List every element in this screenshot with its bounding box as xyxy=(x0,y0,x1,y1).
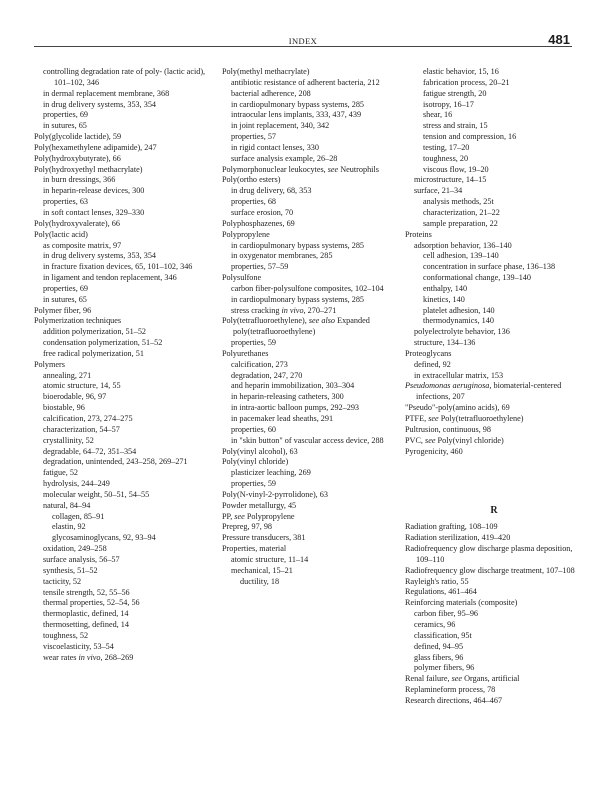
index-subentry: ductility, 18 xyxy=(240,576,280,586)
index-entry: Pyrogenicity, 460 xyxy=(405,446,463,456)
index-subentry: calcification, 273, 274–275 xyxy=(43,414,133,423)
index-entry: Polyphosphazenes, 69 xyxy=(222,218,295,228)
index-entry: Regulations, 461–464 xyxy=(405,587,477,597)
index-entry: Radiofrequency glow discharge treatment, 107–108 xyxy=(405,565,575,575)
index-subentry: in dermal replacement membrane, 368 xyxy=(43,88,170,98)
index-subentry: as composite matrix, 97 xyxy=(43,240,122,250)
index-subentry: wear rates in vivo, 268–269 xyxy=(43,652,134,662)
index-subentry: controlling degradation rate of poly- (lactic acid), 101–102, 346 xyxy=(43,67,206,87)
index-subentry: properties, 57 xyxy=(231,132,277,142)
index-subentry: in ligament and tendon replacement, 346 xyxy=(43,273,177,283)
index-subentry: glass fibers, 96 xyxy=(414,652,464,662)
index-subentry: properties, 59 xyxy=(231,338,277,348)
index-subentry: carbon fiber-polysulfone composites, 102–104 xyxy=(231,283,384,293)
index-subentry: conformational change, 139–140 xyxy=(423,273,531,283)
index-subentry: viscous flow, 19–20 xyxy=(423,164,489,174)
index-entry: Properties, material xyxy=(222,544,287,554)
index-column-3 xyxy=(405,67,583,707)
index-subentry: bioerodable, 96, 97 xyxy=(43,392,107,402)
index-subentry: properties, 59 xyxy=(231,479,277,489)
index-subentry: characterization, 54–57 xyxy=(43,424,120,434)
index-subentry: stress cracking in vivo, 270–271 xyxy=(231,305,337,315)
index-subentry: sample preparation, 22 xyxy=(423,218,498,228)
index-entry: Radiofrequency glow discharge plasma deposition, 109–110 xyxy=(405,544,573,564)
index-entry: Polymorphonuclear leukocytes, see Neutrophils xyxy=(222,164,379,174)
index-subentry: glycosaminoglycans, 92, 93–94 xyxy=(52,533,156,543)
index-entry: Poly(N-vinyl-2-pyrrolidone), 63 xyxy=(222,489,328,499)
index-subentry: tacticity, 52 xyxy=(43,576,82,586)
index-entry: Reinforcing materials (composite) xyxy=(405,598,518,608)
index-subentry: plasticizer leaching, 269 xyxy=(231,468,311,478)
index-entry: Poly(vinyl alcohol), 63 xyxy=(222,446,298,456)
index-entry: Poly(hydroxybutyrate), 66 xyxy=(34,153,121,163)
index-subentry: in cardiopulmonary bypass systems, 285 xyxy=(231,99,365,109)
index-subentry: stress and strain, 15 xyxy=(423,121,488,131)
index-entry: Polyurethanes xyxy=(222,348,269,358)
index-subentry: properties, 57–59 xyxy=(231,262,289,272)
index-subentry: in joint replacement, 340, 342 xyxy=(231,121,330,131)
index-subentry: viscoelasticity, 53–54 xyxy=(43,641,114,651)
index-entry: Research directions, 464–467 xyxy=(405,695,503,705)
index-subentry: isotropy, 16–17 xyxy=(423,99,474,109)
index-entry: Pultrusion, continuous, 98 xyxy=(405,424,491,434)
index-subentry: in fracture fixation devices, 65, 101–102, 346 xyxy=(43,262,193,272)
index-subentry: toughness, 20 xyxy=(423,153,469,163)
index-entry: Proteoglycans xyxy=(405,348,452,358)
index-subentry: synthesis, 51–52 xyxy=(43,565,98,575)
index-subentry: crystallinity, 52 xyxy=(43,435,94,445)
index-entry: Prepreg, 97, 98 xyxy=(222,522,273,532)
section-letter: R xyxy=(490,505,498,517)
index-entry: Polymer fiber, 96 xyxy=(34,305,92,315)
index-subentry: structure, 134–136 xyxy=(414,338,476,348)
index-entry: Poly(glycolide lactide), 59 xyxy=(34,132,122,142)
index-subentry: in cardiopulmonary bypass systems, 285 xyxy=(231,294,365,304)
index-subentry: intraocular lens implants, 333, 437, 439 xyxy=(231,110,362,120)
index-subentry: in "skin button" of vascular access device, 288 xyxy=(231,435,384,445)
index-subentry: in pacemaker lead sheaths, 291 xyxy=(231,414,334,423)
index-subentry: in burn dressings, 366 xyxy=(43,175,116,185)
index-subentry: bacterial adherence, 208 xyxy=(231,88,311,98)
index-entry: Pseudomonas aeruginosa, biomaterial-centered infections, 207 xyxy=(405,381,562,402)
index-subentry: fabrication process, 20–21 xyxy=(423,77,510,87)
index-subentry: degradation, unintended, 243–258, 269–271 xyxy=(43,457,188,467)
index-entry: Poly(lactic acid) xyxy=(34,229,88,239)
index-subentry: annealing, 271 xyxy=(43,370,92,380)
index-subentry: mechanical, 15–21 xyxy=(231,565,293,575)
index-subentry: properties, 63 xyxy=(43,197,89,207)
index-subentry: characterization, 21–22 xyxy=(423,207,500,217)
index-subentry: in rigid contact lenses, 330 xyxy=(231,142,319,152)
index-column-2 xyxy=(222,67,400,588)
index-subentry: concentration in surface phase, 136–138 xyxy=(423,262,556,272)
index-subentry: in sutures, 65 xyxy=(43,294,87,304)
index-subentry: platelet adhesion, 140 xyxy=(423,305,495,315)
index-subentry: in heparin-releasing catheters, 300 xyxy=(231,392,344,402)
index-entry: Powder metallurgy, 45 xyxy=(222,500,297,510)
index-subentry: in drug delivery systems, 353, 354 xyxy=(43,251,157,261)
index-subentry: elastic behavior, 15, 16 xyxy=(423,67,499,76)
running-title: INDEX xyxy=(288,36,318,46)
index-subentry: antibiotic resistance of adherent bacteria, 212 xyxy=(231,77,380,87)
index-subentry: classification, 95t xyxy=(414,630,472,640)
index-subentry: addition polymerization, 51–52 xyxy=(43,327,147,337)
index-subentry: surface, 21–34 xyxy=(414,186,463,196)
index-entry: Poly(tetrafluoroethylene), see also Expanded poly(tetrafluoroethylene) xyxy=(222,316,370,337)
index-entry: Poly(vinyl chloride) xyxy=(222,457,289,467)
index-entry: PTFE, see Poly(tetrafluoroethylene) xyxy=(405,414,524,423)
index-subentry: adsorption behavior, 136–140 xyxy=(414,240,512,250)
index-subentry: in extracellular matrix, 153 xyxy=(414,370,504,380)
index-subentry: surface analysis example, 26–28 xyxy=(231,153,338,163)
index-entry: Polypropylene xyxy=(222,229,270,239)
index-subentry: oxidation, 249–258 xyxy=(43,544,107,554)
index-subentry: in heparin-release devices, 300 xyxy=(43,186,145,196)
index-subentry: analysis methods, 25t xyxy=(423,197,494,207)
index-subentry: testing, 17–20 xyxy=(423,142,470,152)
index-subentry: natural, 84–94 xyxy=(43,500,91,510)
index-subentry: properties, 69 xyxy=(43,110,89,120)
index-entry: Rayleigh's ratio, 55 xyxy=(405,576,469,586)
index-subentry: fatigue strength, 20 xyxy=(423,88,487,98)
index-subentry: in sutures, 65 xyxy=(43,121,87,131)
index-subentry: and heparin immobilization, 303–304 xyxy=(231,381,355,391)
index-entry: Pressure transducers, 381 xyxy=(222,533,306,543)
index-subentry: polyelectrolyte behavior, 136 xyxy=(414,327,510,337)
index-subentry: in cardiopulmonary bypass systems, 285 xyxy=(231,240,365,250)
index-subentry: fatigue, 52 xyxy=(43,468,79,478)
index-entry: Poly(hexamethylene adipamide), 247 xyxy=(34,142,157,152)
index-subentry: defined, 92 xyxy=(414,359,451,369)
index-subentry: shear, 16 xyxy=(423,110,453,120)
index-subentry: kinetics, 140 xyxy=(423,294,465,304)
index-subentry: degradable, 64–72, 351–354 xyxy=(43,446,137,456)
index-entry: Renal failure, see Organs, artificial xyxy=(405,674,520,684)
index-subentry: properties, 69 xyxy=(43,283,89,293)
index-entry: Replamineform process, 78 xyxy=(405,685,496,695)
index-subentry: tensile strength, 52, 55–56 xyxy=(43,587,130,597)
index-entry: PVC, see Poly(vinyl chloride) xyxy=(405,435,504,445)
index-entry: Radiation sterilization, 419–420 xyxy=(405,533,511,543)
index-subentry: properties, 60 xyxy=(231,424,277,434)
index-subentry: free radical polymerization, 51 xyxy=(43,348,144,358)
index-entry: "Pseudo"-poly(amino acids), 69 xyxy=(405,403,510,413)
index-subentry: toughness, 52 xyxy=(43,630,89,640)
index-subentry: in drug delivery, 68, 353 xyxy=(231,186,312,196)
index-entry: Polymers xyxy=(34,359,65,369)
page-header xyxy=(0,0,606,60)
index-subentry: thermoplastic, defined, 14 xyxy=(43,609,129,619)
index-subentry: carbon fiber, 95–96 xyxy=(414,609,479,619)
index-subentry: calcification, 273 xyxy=(231,359,288,369)
index-entry: Poly(methyl methacrylate) xyxy=(222,67,310,76)
index-subentry: defined, 94–95 xyxy=(414,641,464,651)
index-subentry: cell adhesion, 139–140 xyxy=(423,251,499,261)
index-subentry: atomic structure, 11–14 xyxy=(231,554,309,564)
index-subentry: ceramics, 96 xyxy=(414,619,456,629)
index-subentry: in drug delivery systems, 353, 354 xyxy=(43,99,157,109)
index-subentry: thermal properties, 52–54, 56 xyxy=(43,598,140,608)
index-subentry: elastin, 92 xyxy=(52,522,86,532)
index-subentry: tension and compression, 16 xyxy=(423,132,517,142)
index-entry: Proteins xyxy=(405,229,432,239)
page-number: 481 xyxy=(548,32,570,47)
index-subentry: in soft contact lenses, 329–330 xyxy=(43,207,145,217)
index-entry: Polysulfone xyxy=(222,273,262,283)
index-entry: PP, see Polypropylene xyxy=(222,511,295,521)
index-entry: Poly(ortho esters) xyxy=(222,175,281,185)
index-subentry: collagen, 85–91 xyxy=(52,511,105,521)
index-subentry: biostable, 96 xyxy=(43,403,85,413)
index-subentry: surface analysis, 56–57 xyxy=(43,554,120,564)
index-entry: Poly(hydroxyethyl methacrylate) xyxy=(34,164,143,174)
index-subentry: atomic structure, 14, 55 xyxy=(43,381,121,391)
index-subentry: hydrolysis, 244–249 xyxy=(43,479,110,489)
index-subentry: degradation, 247, 270 xyxy=(231,370,303,380)
index-column-1 xyxy=(34,67,212,663)
section-spacer xyxy=(405,457,583,505)
index-entry: Radiation grafting, 108–109 xyxy=(405,522,498,532)
index-subentry: in intra-aortic balloon pumps, 292–293 xyxy=(231,403,360,413)
index-subentry: surface erosion, 70 xyxy=(231,207,294,217)
index-subentry: in oxygenator membranes, 285 xyxy=(231,251,333,261)
index-subentry: microstructure, 14–15 xyxy=(414,175,487,185)
index-entry: Poly(hydroxyvalerate), 66 xyxy=(34,218,120,228)
index-subentry: thermodynamics, 140 xyxy=(423,316,494,326)
index-subentry: enthalpy, 140 xyxy=(423,283,468,293)
index-entry: Polymerization techniques xyxy=(34,316,122,326)
index-subentry: properties, 68 xyxy=(231,197,277,207)
index-subentry: polymer fibers, 96 xyxy=(414,663,475,673)
index-subentry: thermosetting, defined, 14 xyxy=(43,620,129,630)
index-subentry: condensation polymerization, 51–52 xyxy=(43,338,163,348)
header-rule xyxy=(34,46,572,47)
index-subentry: molecular weight, 50–51, 54–55 xyxy=(43,489,150,499)
